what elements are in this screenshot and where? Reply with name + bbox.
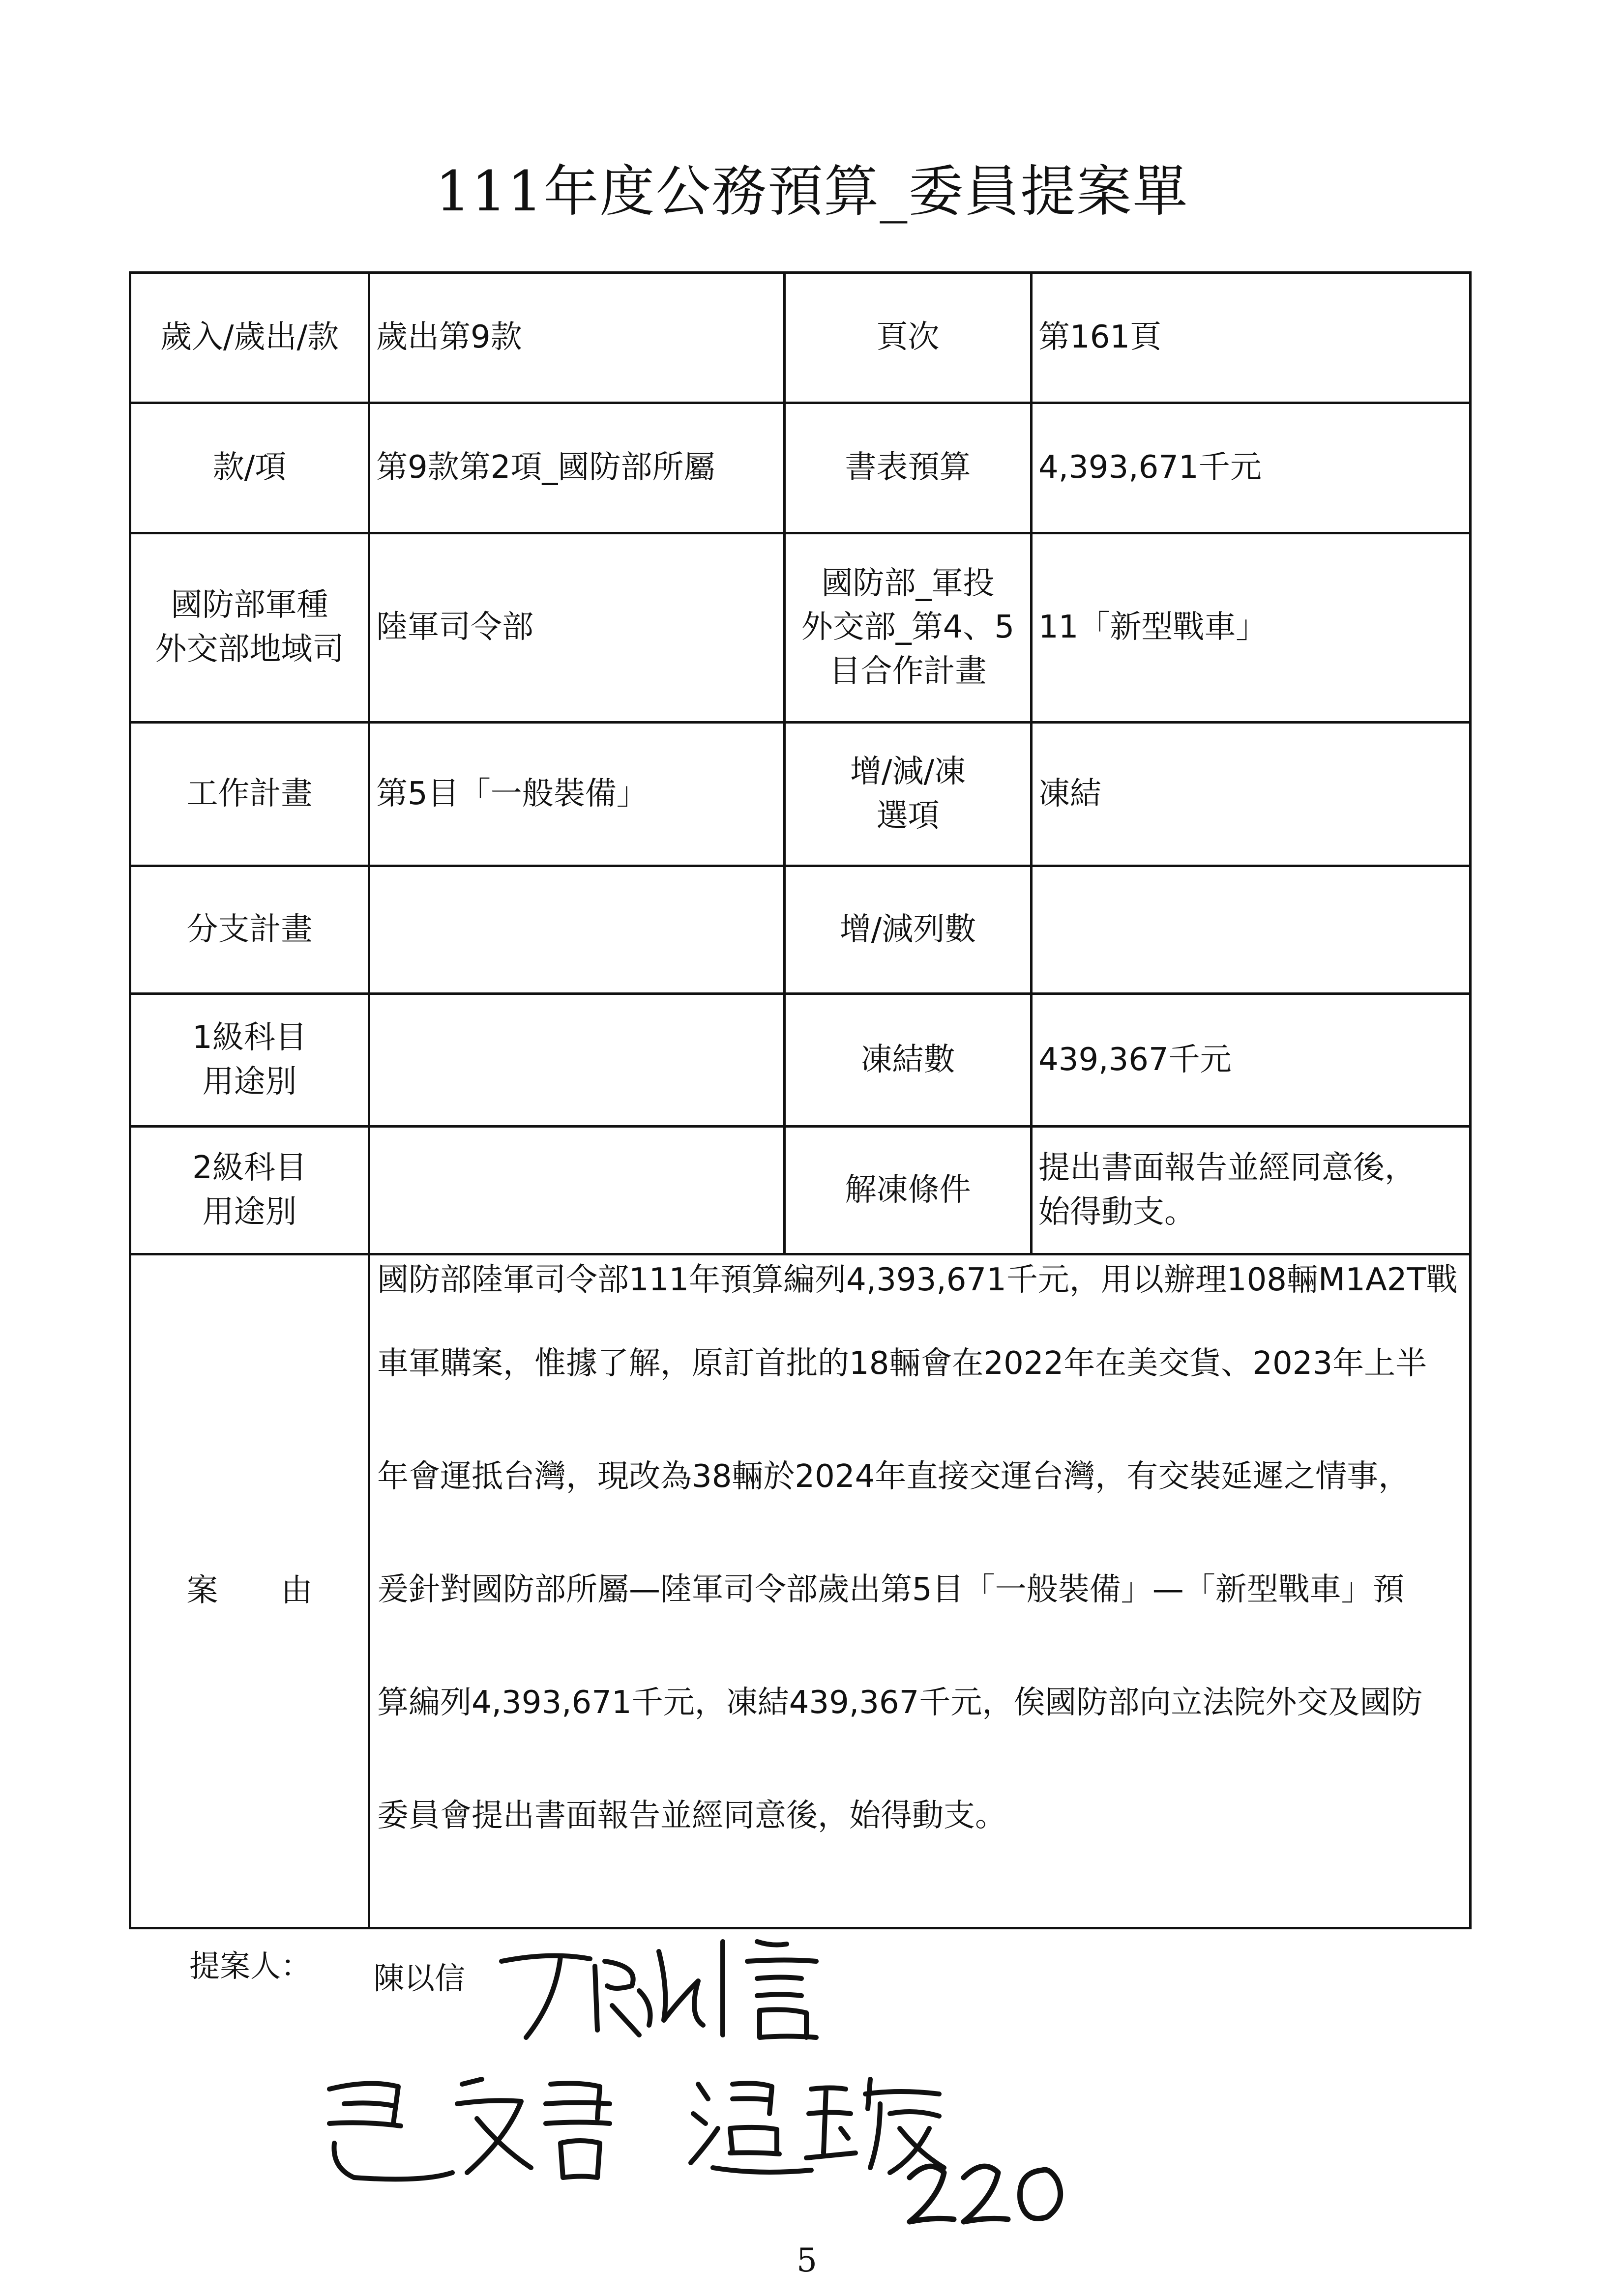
form-row [130,273,1471,403]
label-unfreeze-condition: 解凍條件 [785,1127,1032,1254]
label-action-option [785,723,1032,866]
form-row [130,533,1471,723]
label-adjust-amount: 增/減列數 [785,866,1032,994]
label-line: 國防部軍種 [171,587,328,624]
label-budget-category: 歲入/歲出/款 [130,273,369,403]
label-cooperation-plan [785,533,1032,723]
form-row [130,1254,1471,1928]
proposer-name: 陳以信 [374,1960,466,1996]
form-row [130,866,1471,994]
value-military-branch: 陸軍司令部 [369,533,785,723]
reason-body [369,1254,1471,1928]
label-line: 用途別 [202,1063,297,1100]
label-line: 外交部地域司 [155,631,344,668]
form-row [130,994,1471,1127]
proposer-label: 提案人： [189,1948,312,1984]
signature-1 [492,1932,865,2045]
reason-line: 爰針對國防部所屬—陸軍司令部歲出第5目「一般裝備」—「新型戰車」預 [377,1571,1404,1608]
value-adjust-amount [1032,866,1471,994]
label-page: 頁次 [785,273,1032,403]
label-section-item: 款/項 [130,403,369,533]
label-line: 目合作計畫 [829,653,987,690]
value-budget-category: 歲出第9款 [369,273,785,403]
label-level2-subject [130,1127,369,1254]
label-frozen-amount: 凍結數 [785,994,1032,1127]
label-line: 選項 [876,797,940,834]
label-reason: 案 由 [130,1254,369,1928]
reason-line: 國防部陸軍司令部111年預算編列4,393,671千元，用以辦理108輛M1A2T戰 [377,1262,1458,1298]
value-work-plan: 第5目「一般裝備」 [369,723,785,866]
value-section-item: 第9款第2項_國防部所屬 [369,403,785,533]
label-budget-amount: 書表預算 [785,403,1032,533]
label-line: 2級科目 [192,1149,307,1186]
page-title: 111年度公務預算_委員提案單 [435,160,1189,224]
value-cooperation-plan: 11「新型戰車」 [1032,533,1471,723]
label-work-plan: 工作計畫 [130,723,369,866]
page-number: 5 [797,2241,817,2279]
label-branch-plan: 分支計畫 [130,866,369,994]
label-line: 1級科目 [192,1019,307,1056]
value-action-option: 凍結 [1032,723,1471,866]
label-line: 外交部_第4、5 [801,609,1015,646]
form-row [130,403,1471,533]
value-level2-subject [369,1127,785,1254]
proposal-form-table [129,271,1472,1929]
reason-line: 算編列4,393,671千元，凍結439,367千元，俟國防部向立法院外交及國防 [377,1685,1423,1721]
value-page: 第161頁 [1032,273,1471,403]
value-branch-plan [369,866,785,994]
value-budget-amount: 4,393,671千元 [1032,403,1471,533]
reason-line: 委員會提出書面報告並經同意後，始得動支。 [377,1798,1006,1834]
label-level1-subject [130,994,369,1127]
value-level1-subject [369,994,785,1127]
signature-number [900,2153,1077,2237]
reason-line: 車軍購案，惟據了解，原訂首批的18輛會在2022年在美交貨、2023年上半 [377,1345,1427,1382]
value-unfreeze-condition [1032,1127,1471,1254]
label-line: 國防部_軍投 [821,565,995,602]
form-row [130,1127,1471,1254]
form-row [130,723,1471,866]
label-military-branch [130,533,369,723]
value-line: 始得動支。 [1038,1193,1196,1230]
value-line: 提出書面報告並經同意後， [1038,1149,1416,1186]
value-frozen-amount: 439,367千元 [1032,994,1471,1127]
reason-line: 年會運抵台灣，現改為38輛於2024年直接交運台灣，有交裝延遲之情事， [377,1458,1410,1495]
signature-2 [315,2064,620,2192]
label-line: 用途別 [202,1193,297,1230]
label-line: 增/減/凍 [850,753,966,790]
